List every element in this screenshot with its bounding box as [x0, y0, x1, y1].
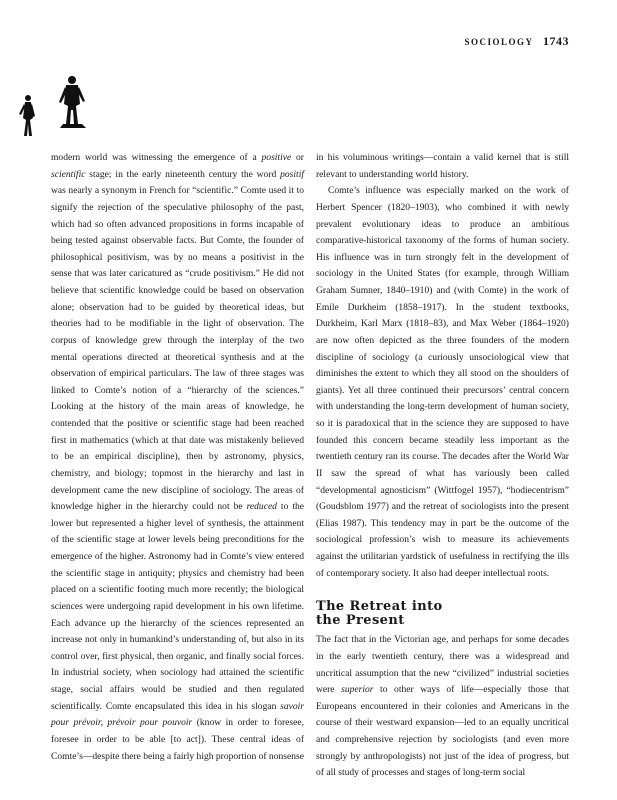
- body-paragraph: The fact that in the Victorian age, and perhaps for some decades in the early twentieth century, there was a widespread and uncritical assumption that the new “civilized” industrial societies were superior to other ways of life—especially those that Europeans encountered in their colonies and Americans in the course of their westward expansion—led to an equally uncritical and comprehensive rejection by sociologists (and even more strongly by anthropologists) not just of the idea of progress, but of all study of processes and stages of long-term social: [316, 634, 569, 779]
- section-heading-line: the Present: [316, 613, 405, 629]
- page-number: 1743: [543, 34, 569, 48]
- section-heading: [316, 600, 569, 628]
- running-header: [464, 34, 569, 49]
- section-title: SOCIOLOGY: [464, 37, 534, 47]
- left-column: [51, 150, 304, 765]
- body-paragraph: in his voluminous writings—contain a valid kernel that is still relevant to understanding world history.: [316, 152, 569, 180]
- right-column: [316, 150, 569, 782]
- standing-figures-illustration: [16, 74, 96, 152]
- figures-icon: [16, 74, 96, 152]
- body-paragraph: modern world was witnessing the emergence of a positive or scientific stage; in the early nineteenth century the word positif was nearly a synonym in French for “scientific.” Comte used it to signify the rejection of the speculative philosophy of the past, which had so often advanced propositions in forms incapable of being tested against observable facts. But Comte, the founder of philosophical positivism, was by no means a positivist in the sense that was later caricatured as “crude positivism.” He did not believe that scientific knowledge could be based on observation alone; observation had to be guided by theoretical ideas, but theories had to be modifiable in the light of observation. The corpus of knowledge grew through the interplay of the two mental operations directed at theoretical synthesis and at the observation of empirical particulars. The law of three stages was linked to Comte’s notion of a “hierarchy of the sciences.” Looking at the history of the main areas of knowledge, he contended that the positive or scientific stage had been reached first in mathematics (which at that date was mistakenly believed to be an empirical discipline), then by astronomy, physics, chemistry, and biology; topmost in the hierarchy and last in development came the new discipline of sociology. The areas of knowledge higher in the hierarchy could not be reduced to the lower but represented a higher level of synthesis, the attainment of the scientific stage at lower levels being preconditions for the emergence of the higher. Astronomy had in Comte’s view entered the scientific stage in antiquity; physics and chemistry had been placed on a scientific footing much more recently; the biological sciences were undergoing rapid development in his own lifetime. Each advance up the hierarchy of the sciences represented an increase not only in humankind’s understanding of, but also in its control over, first physical, then organic, and finally social forces. In industrial society, when sociology had attained the scientific stage, social affairs would be studied and then regulated scientifically. Comte encapsulated this idea in his slogan savoir pour prévoir, prévoir pour pouvoir (know in order to foresee, foresee in order to be able [to act]). These central ideas of Comte’s—despite there being a fairly high proportion of nonsense: [51, 152, 304, 762]
- section-heading-line: The Retreat into: [316, 599, 443, 615]
- body-paragraph: Comte’s influence was especially marked on the work of Herbert Spencer (1820–1903), who combined it with newly prevalent evolutionary ideas to produce an ambitious comparative-historical taxonomy of the forms of human society. His influence was in turn strongly felt in the development of sociology in the United States (for example, through William Graham Sumner, 1840–1910) and (with Comte) in the work of Emile Durkheim (1858–1917). In the student textbooks, Durkheim, Karl Marx (1818–83), and Max Weber (1864–1920) are now often depicted as the three founders of the modern discipline of sociology (a curiously unsociological view that diminishes the extent to which they all stood on the shoulders of giants). Yet all three continued their precursors’ central concern with understanding the long-term development of human society, so it is paradoxical that in the science they are supposed to have founded this concern became steadily less important as the twentieth century ran its course. The decades after the World War II saw the spread of what has variously been called “developmental agnosticism” (Wittfogel 1957), “hodiecentrism” (Goudsblom 1977) and the retreat of sociologists into the present (Elias 1987). This tendency may in part be the outcome of the sociological profession’s wish to measure its achievements against the utilitarian yardstick of usefulness in rectifying the ills of contemporary society. It also had deeper intellectual roots.: [316, 185, 569, 579]
